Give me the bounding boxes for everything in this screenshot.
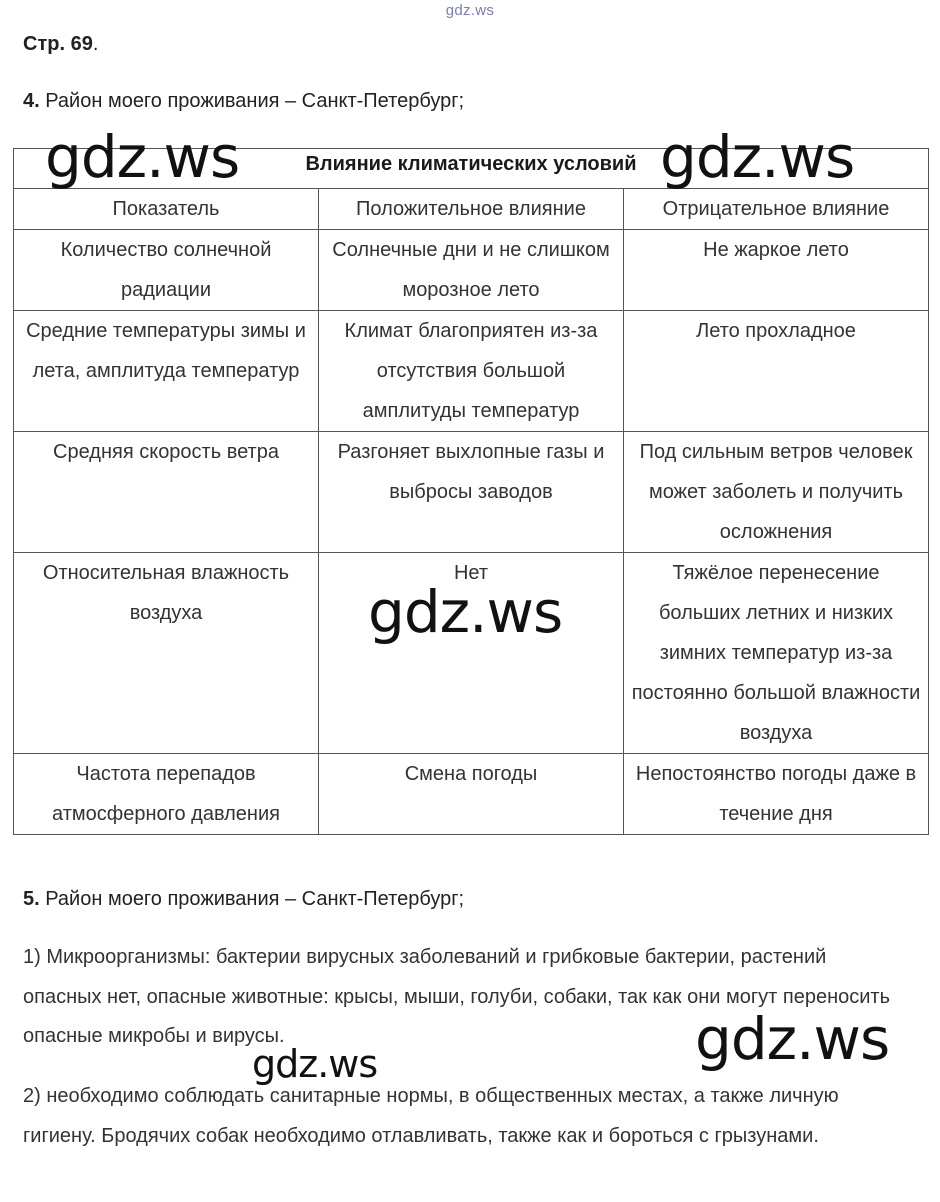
climate-influence-table xyxy=(13,148,929,835)
cell-positive: Солнечные дни и не слишком морозное лето xyxy=(319,230,624,311)
watermark: gdz.ws xyxy=(45,123,240,191)
top-watermark: gdz.ws xyxy=(445,2,495,19)
task-5-text: Район моего проживания – Санкт-Петербург; xyxy=(39,888,465,910)
table-row xyxy=(14,311,929,432)
table-row xyxy=(14,230,929,311)
header-positive: Положительное влияние xyxy=(319,189,624,230)
cell-indicator: Средние температуры зимы и лета, амплитуда температур xyxy=(14,311,319,432)
watermark: gdz.ws xyxy=(252,1042,378,1086)
cell-positive: Разгоняет выхлопные газы и выбросы заводов xyxy=(319,432,624,553)
table-row xyxy=(14,754,929,835)
task-5-item-1: 1) Микроорганизмы: бактерии вирусных заболеваний и грибковые бактерии, растений опасных нет, опасные животные: крысы, мыши, голуби, собаки, так как они могут переносить опасные микробы и вирусы. xyxy=(23,946,890,1047)
task-4-heading xyxy=(23,90,464,113)
cell-positive: Нет xyxy=(319,553,624,754)
cell-indicator: Частота перепадов атмосферного давления xyxy=(14,754,319,835)
cell-indicator: Относительная влажность воздуха xyxy=(14,553,319,754)
watermark: gdz.ws xyxy=(660,123,855,191)
task-4-text: Район моего проживания – Санкт-Петербург; xyxy=(39,90,465,112)
cell-negative: Тяжёлое перенесение больших летних и низких зимних температур из-за постоянно большой влажности воздуха xyxy=(624,553,929,754)
task-5-number: 5. xyxy=(23,888,40,910)
cell-negative: Лето прохладное xyxy=(624,311,929,432)
watermark: gdz.ws xyxy=(695,1005,890,1073)
task-5-heading xyxy=(23,888,464,911)
cell-negative: Под сильным ветров человек может заболеть и получить осложнения xyxy=(624,432,929,553)
cell-indicator: Количество солнечной радиации xyxy=(14,230,319,311)
header-negative: Отрицательное влияние xyxy=(624,189,929,230)
cell-indicator: Средняя скорость ветра xyxy=(14,432,319,553)
table-title: Влияние климатических условий xyxy=(14,149,929,189)
task-4-number: 4. xyxy=(23,90,40,112)
table-row xyxy=(14,432,929,553)
watermark: gdz.ws xyxy=(368,578,563,646)
cell-positive: Смена погоды xyxy=(319,754,624,835)
cell-negative: Непостоянство погоды даже в течение дня xyxy=(624,754,929,835)
page-reference-suffix: . xyxy=(92,33,99,55)
header-indicator: Показатель xyxy=(14,189,319,230)
cell-negative: Не жаркое лето xyxy=(624,230,929,311)
task-5-item-2: 2) необходимо соблюдать санитарные нормы, в общественных местах, а также личную гигиену. Бродячих собак необходимо отлавливать, также как и бороться с грызунами. xyxy=(23,1085,839,1147)
page-reference-label: Стр. 69 xyxy=(23,33,93,55)
cell-positive: Климат благоприятен из-за отсутствия большой амплитуды температур xyxy=(319,311,624,432)
page-reference xyxy=(23,33,98,56)
